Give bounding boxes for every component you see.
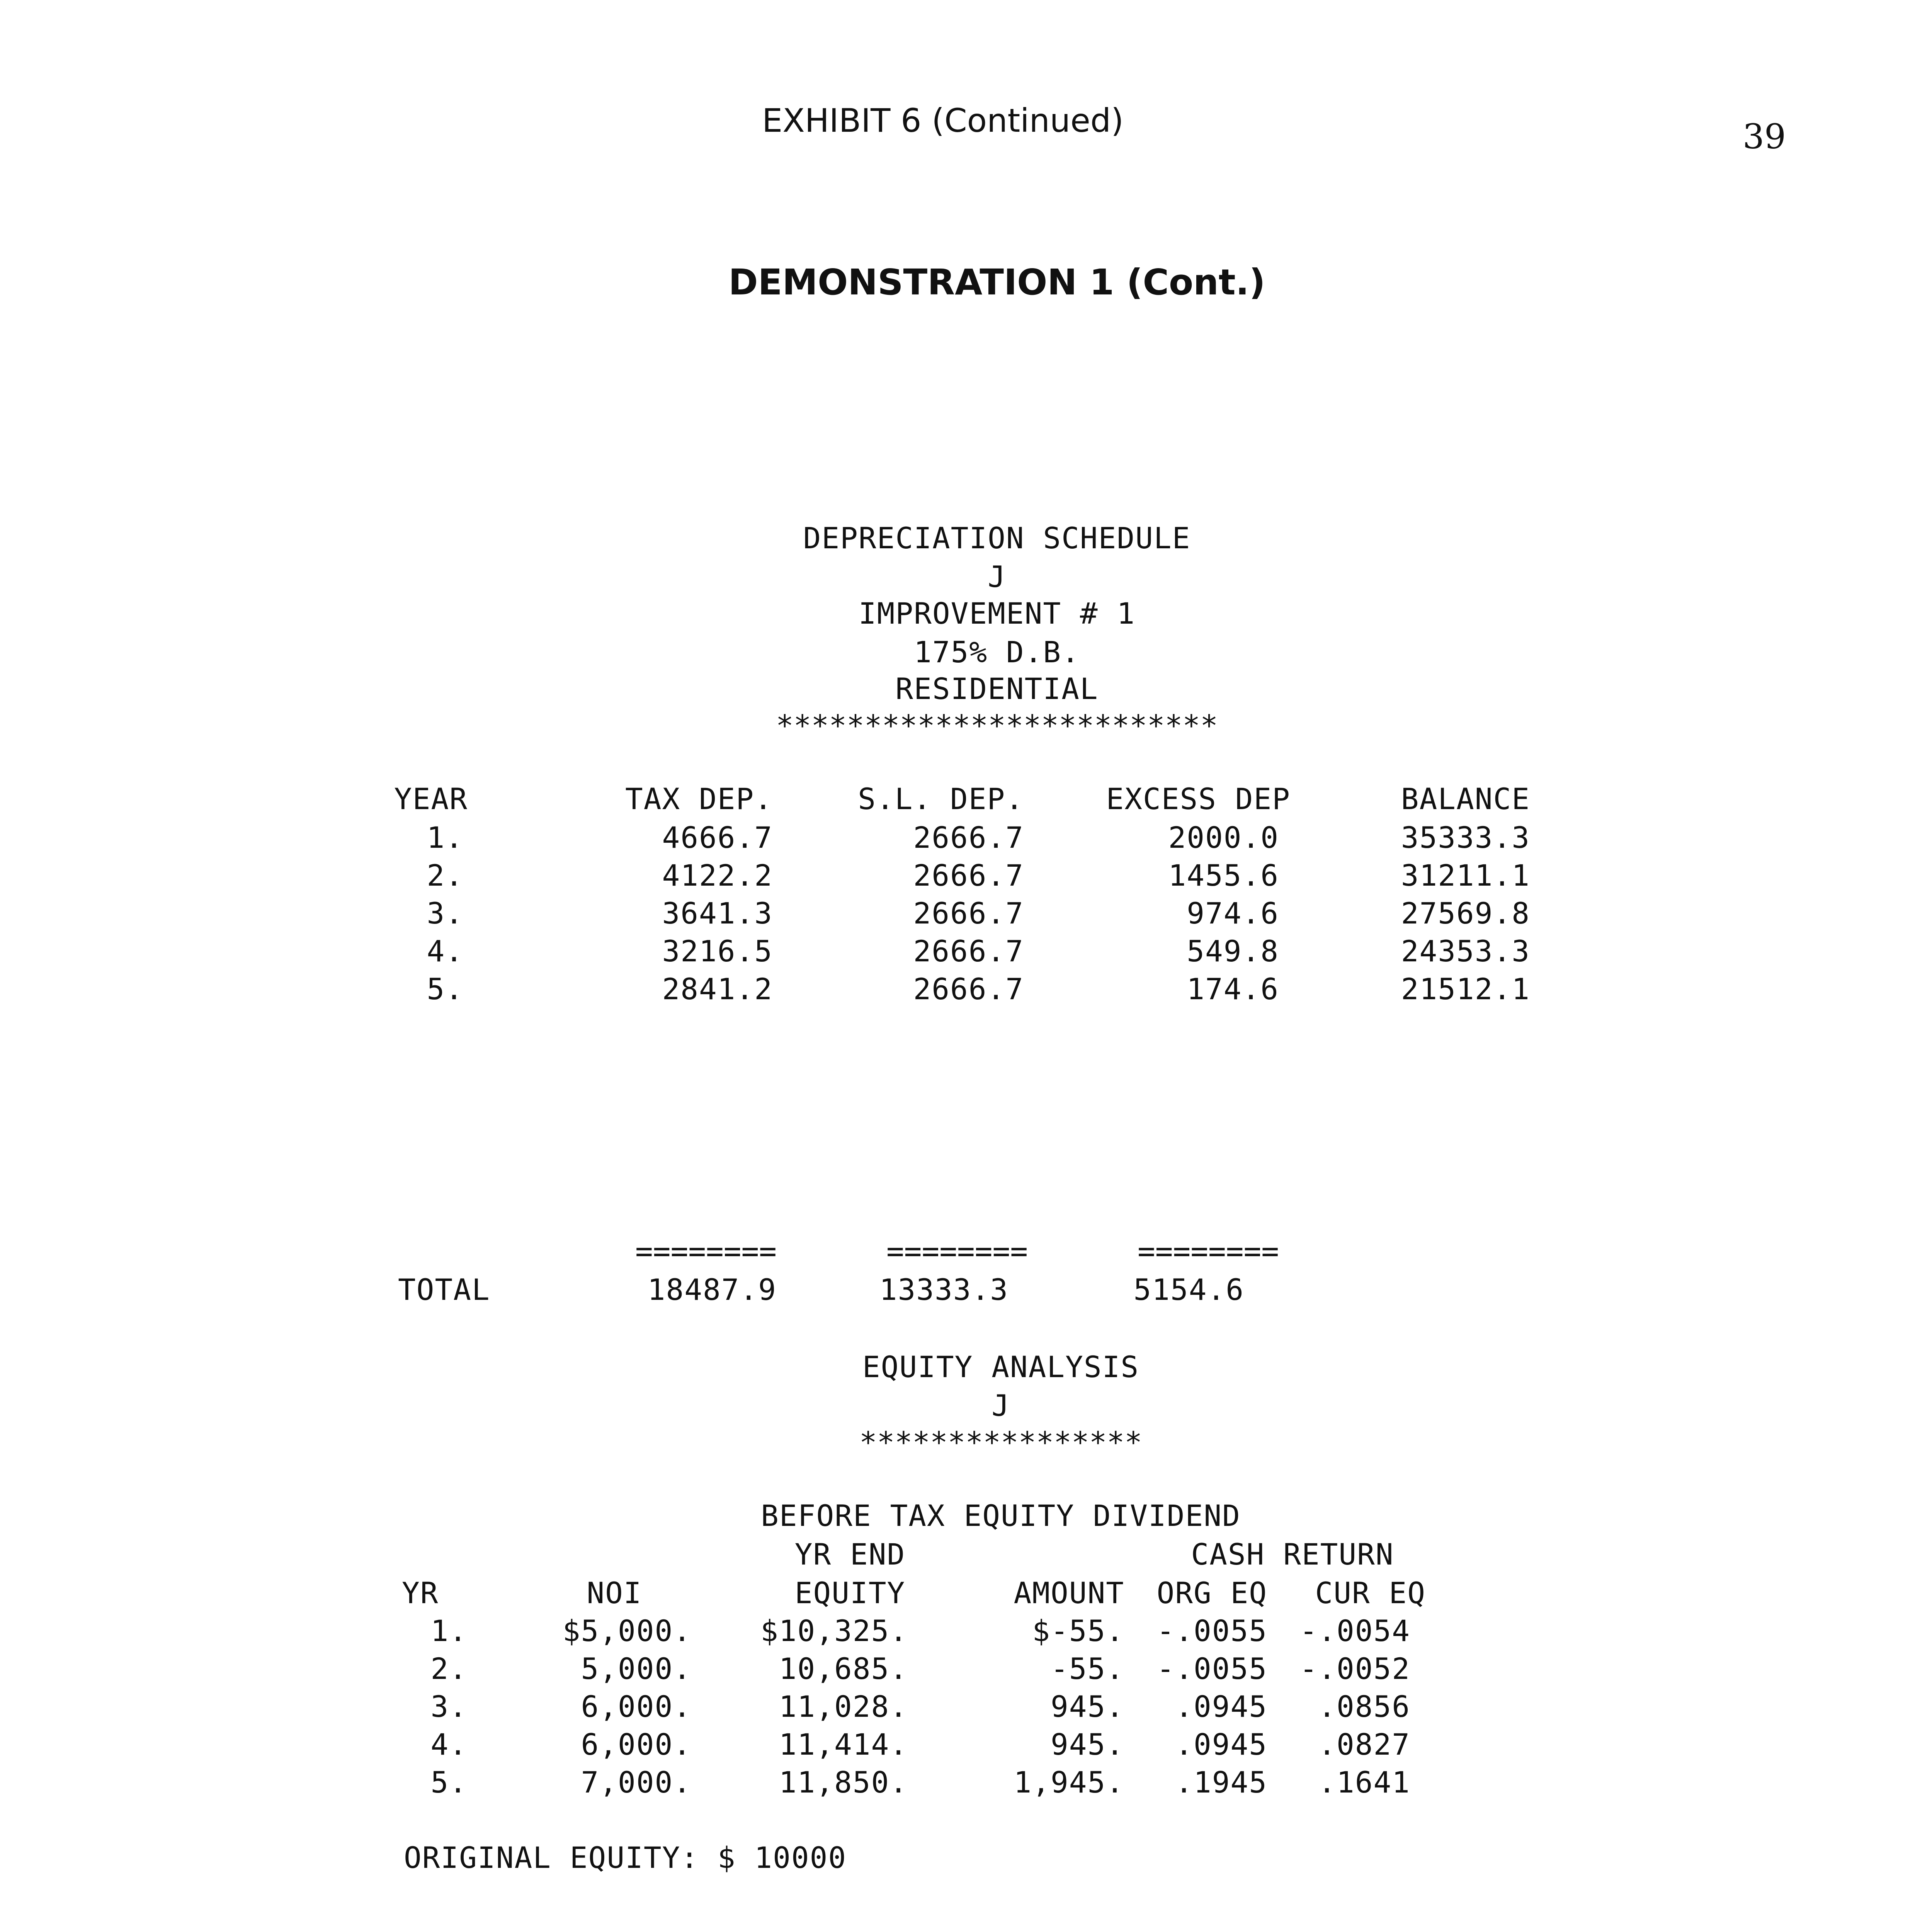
amount-cell: 945.: [1050, 1689, 1124, 1724]
excess-dep-cell: 174.6: [1187, 972, 1279, 1006]
total-underline: ========: [886, 1234, 1028, 1268]
depreciation-method: 175% D.B.: [914, 635, 1080, 669]
total-excess-dep: 5154.6: [1133, 1272, 1244, 1307]
original-equity: ORIGINAL EQUITY: $ 10000: [404, 1840, 847, 1875]
org-eq-cell: .1945: [1175, 1765, 1267, 1799]
amount-cell: 945.: [1050, 1727, 1124, 1762]
year-cell: 4.: [427, 934, 464, 968]
excess-dep-cell: 2000.0: [1168, 820, 1279, 855]
balance-cell: 35333.3: [1401, 820, 1530, 855]
org-eq-cell: .0945: [1175, 1689, 1267, 1724]
tax-dep-cell: 3216.5: [662, 934, 773, 968]
total-sl-dep: 13333.3: [879, 1272, 1009, 1307]
noi-cell: 5,000.: [581, 1651, 692, 1686]
yr-cell: 1.: [430, 1614, 468, 1648]
org-eq-cell: -.0055: [1156, 1614, 1267, 1648]
yr-cell: 3.: [430, 1689, 468, 1724]
tax-dep-cell: 4122.2: [662, 858, 773, 893]
column-header-noi: NOI: [587, 1576, 642, 1610]
tax-dep-cell: 3641.3: [662, 896, 773, 930]
yr-cell: 5.: [430, 1765, 468, 1799]
year-cell: 5.: [427, 972, 464, 1006]
column-header-yr: YR: [402, 1576, 439, 1610]
cur-eq-cell: .1641: [1318, 1765, 1410, 1799]
sl-dep-cell: 2666.7: [913, 972, 1024, 1006]
equity-cell: 11,028.: [779, 1689, 908, 1724]
year-cell: 1.: [427, 820, 464, 855]
column-header-cash-return: CASH RETURN: [1191, 1537, 1394, 1571]
column-header-amount: AMOUNT: [1014, 1576, 1124, 1610]
column-header-tax-dep: TAX DEP.: [625, 782, 773, 816]
column-header-excess-dep: EXCESS DEP: [1106, 782, 1291, 816]
equity-stars: ****************: [859, 1425, 1143, 1459]
column-header-org-eq: ORG EQ: [1156, 1576, 1267, 1610]
noi-cell: 7,000.: [581, 1765, 692, 1799]
excess-dep-cell: 1455.6: [1168, 858, 1279, 893]
equity-title: EQUITY ANALYSIS: [862, 1350, 1139, 1384]
exhibit-heading: EXHIBIT 6 (Continued): [762, 102, 1124, 139]
sl-dep-cell: 2666.7: [913, 858, 1024, 893]
improvement-label: IMPROVEMENT # 1: [858, 596, 1136, 631]
tax-dep-cell: 4666.7: [662, 820, 773, 855]
cur-eq-cell: .0856: [1318, 1689, 1410, 1724]
property-type: RESIDENTIAL: [895, 672, 1099, 706]
demonstration-heading: DEMONSTRATION 1 (Cont.): [728, 262, 1265, 303]
column-header-equity: EQUITY: [794, 1576, 906, 1610]
amount-cell: -55.: [1050, 1651, 1124, 1686]
noi-cell: 6,000.: [581, 1689, 692, 1724]
sl-dep-cell: 2666.7: [913, 896, 1024, 930]
equity-cell: $10,325.: [760, 1614, 908, 1648]
balance-cell: 31211.1: [1401, 858, 1530, 893]
excess-dep-cell: 974.6: [1187, 896, 1279, 930]
sl-dep-cell: 2666.7: [913, 934, 1024, 968]
total-label: TOTAL: [398, 1272, 490, 1307]
column-header-yr-end: YR END: [794, 1537, 906, 1571]
balance-cell: 24353.3: [1401, 934, 1530, 968]
org-eq-cell: .0945: [1175, 1727, 1267, 1762]
column-header-balance: BALANCE: [1401, 782, 1530, 816]
balance-cell: 27569.8: [1401, 896, 1530, 930]
column-header-year: YEAR: [394, 782, 468, 816]
equity-cell: 10,685.: [779, 1651, 908, 1686]
equity-name-letter: J: [992, 1388, 1010, 1423]
equity-cell: 11,850.: [779, 1765, 908, 1799]
year-cell: 2.: [427, 858, 464, 893]
total-underline: ========: [1137, 1234, 1279, 1268]
noi-cell: $5,000.: [562, 1614, 692, 1648]
total-underline: ========: [635, 1234, 777, 1268]
cur-eq-cell: -.0054: [1299, 1614, 1410, 1648]
page-number: 39: [1743, 117, 1786, 156]
noi-cell: 6,000.: [581, 1727, 692, 1762]
excess-dep-cell: 549.8: [1187, 934, 1279, 968]
sl-dep-cell: 2666.7: [913, 820, 1024, 855]
equity-cell: 11,414.: [779, 1727, 908, 1762]
amount-cell: 1,945.: [1014, 1765, 1124, 1799]
year-cell: 3.: [427, 896, 464, 930]
cur-eq-cell: .0827: [1318, 1727, 1410, 1762]
column-header-cur-eq: CUR EQ: [1315, 1576, 1426, 1610]
amount-cell: $-55.: [1032, 1614, 1124, 1648]
total-tax-dep: 18487.9: [647, 1272, 777, 1307]
column-header-sl-dep: S.L. DEP.: [858, 782, 1024, 816]
depreciation-name-letter: J: [988, 560, 1006, 594]
equity-subtitle: BEFORE TAX EQUITY DIVIDEND: [761, 1498, 1241, 1533]
cur-eq-cell: -.0052: [1299, 1651, 1410, 1686]
depreciation-title: DEPRECIATION SCHEDULE: [803, 521, 1191, 555]
tax-dep-cell: 2841.2: [662, 972, 773, 1006]
balance-cell: 21512.1: [1401, 972, 1530, 1006]
org-eq-cell: -.0055: [1156, 1651, 1267, 1686]
yr-cell: 2.: [430, 1651, 468, 1686]
depreciation-stars: *************************: [776, 708, 1218, 743]
yr-cell: 4.: [430, 1727, 468, 1762]
